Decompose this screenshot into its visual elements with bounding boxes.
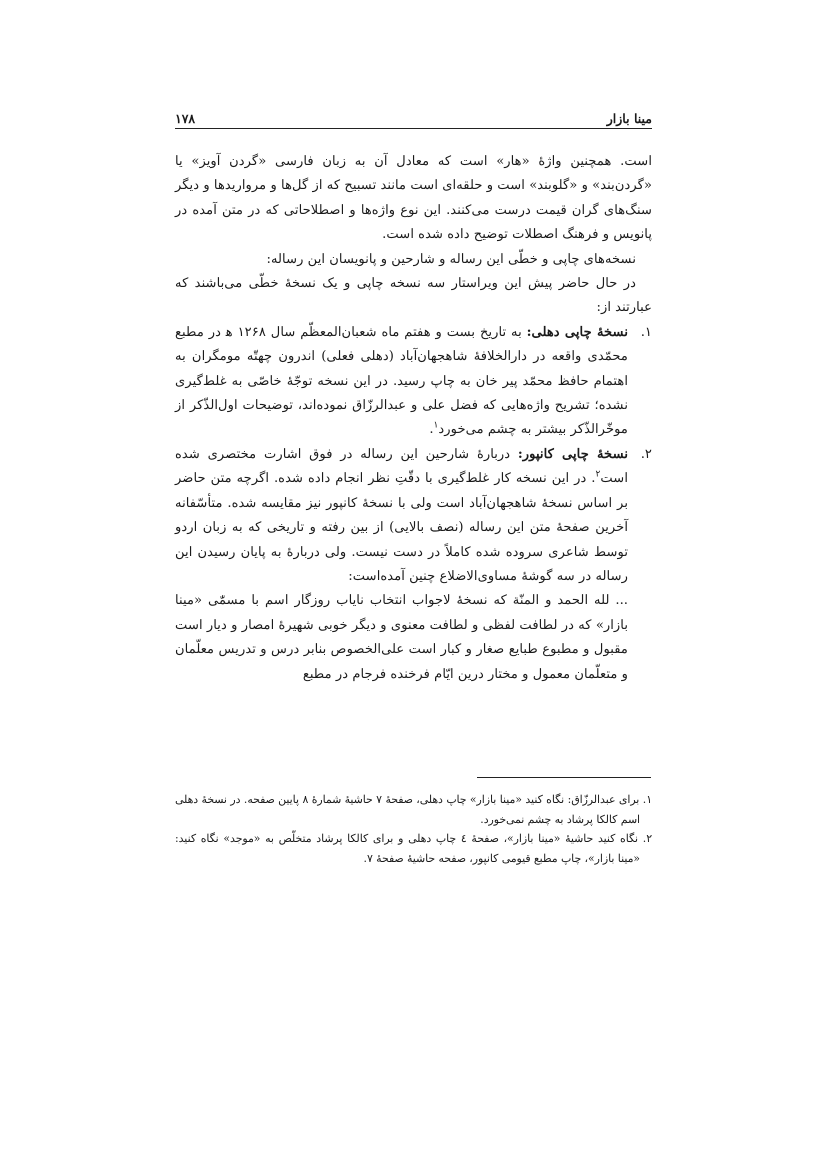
footnotes (175, 790, 652, 868)
main-text (175, 150, 652, 687)
item-text: دربارهٔ شارحین این رساله در فوق اشارت مختصری شده است (175, 446, 628, 487)
list-item (175, 443, 652, 589)
footnote-ref: ۲ (595, 469, 601, 480)
block-quote: ... لله الحمد و المنّة که نسخهٔ لاجواب انتخاب نایاب روزگار اسم با مسمّٰی «مینا بازار» که در لطافت لفظی و لطافت معنوی و دیگر خوبی شهیرهٔ امصار و دیار است مقبول و مطبوع طبایع صغار و کبار است علی‌الخصوص بنابر درس و تدریس معلّمان و متعلّمان معمول و مختار درین ایّام فرخنده فرجام در مطبع (175, 593, 628, 682)
item-text-end: . در این نسخه کار غلط‌گیری با دقّتِ نظر انجام داده شده. اگرچه متن حاضر بر اساس نسخهٔ شاهجهان‌آباد است ولی با نسخهٔ کانپور نیز مقایسه شده. متأسّفانه آخرین صفحهٔ متن این رساله (نصف بالایی) از بین رفته و تاریخی که به زبان اردو توسط شاعری سروده شده کاملاً در دست نیست. ولی دربارهٔ به پایان رسیدن این رساله در سه گوشهٔ مساوی‌الاضلاع چنین آمده‌است: (175, 471, 628, 584)
paragraph: نسخه‌های چاپی و خطّی این رساله و شارحین و پانویسان این رساله: (266, 251, 636, 267)
paragraph: در حال حاضر پیش این ویراستار سه نسخه چاپی و یک نسخهٔ خطّی می‌باشند که عبارتند از: (175, 276, 652, 316)
item-number: ۱. (640, 324, 652, 340)
footnote: ۱. برای عبدالرزّاق: نگاه کنید «مینا بازار» چاپ دهلی، صفحهٔ ۷ حاشیهٔ شمارهٔ ۸ پایین صفحه. در نسخهٔ دهلی اسم کالکا پرشاد به چشم نمی‌خورد. (175, 793, 653, 826)
item-number: ۲. (640, 446, 652, 462)
running-header (175, 102, 652, 129)
page-number: ۱۷۸ (175, 111, 196, 126)
footnote-ref: ۱ (433, 421, 439, 432)
item-title: نسخهٔ چاپی کانپور: (517, 446, 629, 462)
paragraph: است. همچنین واژهٔ «هار» است که معادل آن به زبان فارسی «گردن آویز» یا «گردن‌بند» و «گلوبند» است و حلقه‌ای است مانند تسبیح که از گل‌ها و مرواریدها و دیگر سنگ‌های گران قیمت درست می‌کنند. این نوع واژه‌ها و اصطلاحاتی که در متن آمده در پانویس و فرهنگ اصطلات توضیح داده شده است. (175, 154, 652, 243)
footnote-separator (477, 777, 651, 778)
editions-list (175, 321, 652, 589)
list-item (175, 321, 652, 443)
footnote: ۲. نگاه کنید حاشیهٔ «مینا بازار»، صفحهٔ ٤ چاپ دهلی و برای کالکا پرشاد متخلّص به «موجد» نگاه کنید: «مینا بازار»، چاپ مطبع قیومی کانپور، صفحه حاشیهٔ صفحهٔ ۷. (175, 832, 652, 865)
item-text-end: . (429, 422, 434, 438)
item-text: به تاریخ بست و هفتم ماه شعبان‌المعظّم سال ۱۲۶۸ ﻫ در مطبع محمّدی واقعه در دارالخلافهٔ شاهجهان‌آباد (دهلی فعلی) اندرون چهتّه مومگران به اهتمام حافظ محمّد پیر خان به چاپ رسید. در این نسخه توجّهٔ خاصّی به غلط‌گیری نشده؛ تشریح واژه‌هایی که فضل علی و عبدالرزّاق نموده‌اند، توضیحات اول‌الذّکر از موخّرالذّکر بیشتر به چشم می‌خورد (175, 324, 628, 438)
item-title: نسخهٔ چاپی دهلی: (526, 324, 628, 340)
running-title: مینا بازار (606, 111, 652, 126)
